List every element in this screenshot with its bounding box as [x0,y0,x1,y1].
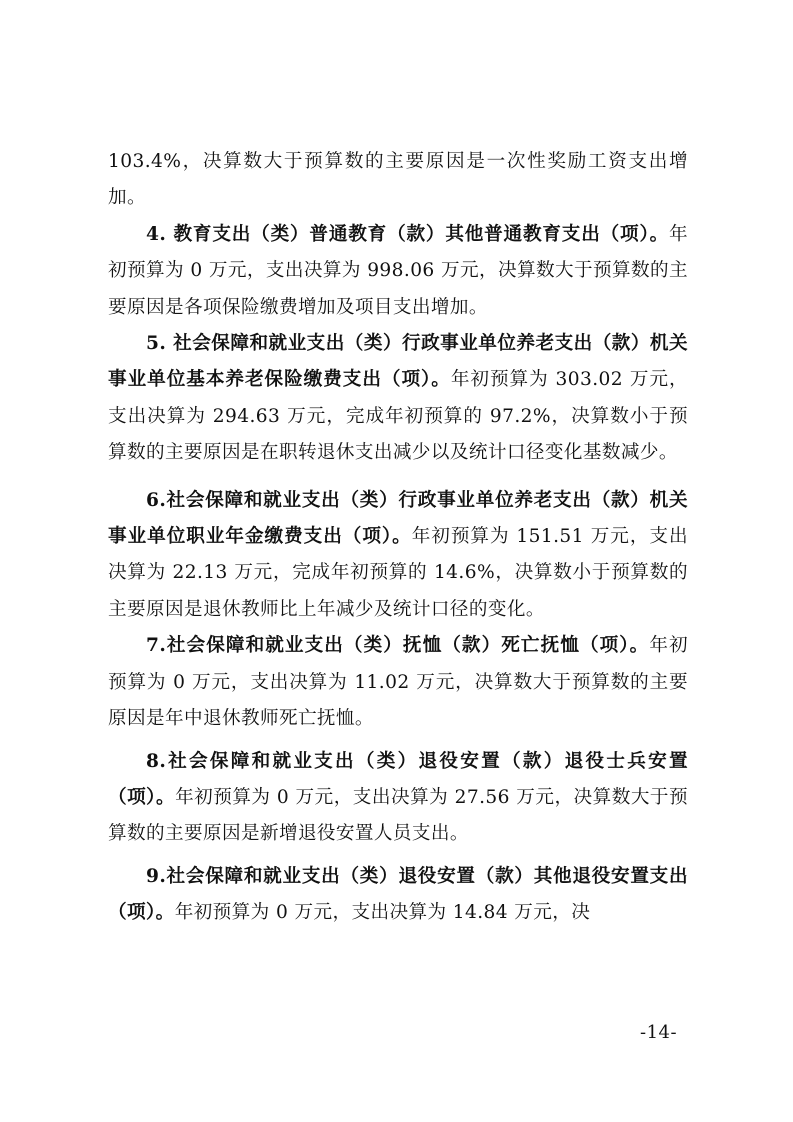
paragraph-lead: 4. 教育支出（类）普通教育（款）其他普通教育支出（项）。 [146,223,669,245]
paragraph-lead: 6.社会保障和就业支出（类）行政事业单位养老支出（款）机关事业单位职业年金缴费支出（项）。 [108,489,688,548]
paragraph-body: 年初预算为 0 万元，支出决算为 14.84 万元，决 [174,902,591,924]
paragraph-lead: 5. 社会保障和就业支出（类）行政事业单位养老支出（款）机关事业单位基本养老保险缴费支出（项）。 [108,333,688,391]
paragraph-body: 年初预算为 0 万元，支出决算为 11.02 万元，决算数大于预算数的主要原因是年中退休教师死亡抚恤。 [108,635,688,730]
paragraph-item-5 [108,326,688,472]
paragraph-body: 年初预算为 151.51 万元，支出决算为 22.13 万元，完成年初预算的 14.6%，决算数小于预算数的主要原因是退休教师比上年减少及统计口径的变化。 [108,526,688,620]
paragraph-body: 年初预算为 303.02 万元，支出决算为 294.63 万元，完成年初预算的 97.2%，决算数小于预算数的主要原因是在职转退休支出减少以及统计口径变化基数减少。 [108,369,688,464]
paragraph-body: 103.4%，决算数大于预算数的主要原因是一次性奖励工资支出增加。 [108,151,688,209]
paragraph-body: 年初预算为 0 万元，支出决算为 27.56 万元，决算数大于预算数的主要原因是新增退役安置人员支出。 [108,786,688,845]
paragraph-item-7 [108,628,688,737]
paragraph-continuation [108,144,688,217]
paragraph-lead: 8.社会保障和就业支出（类）退役安置（款）退役士兵安置（项）。 [108,750,688,808]
paragraph-item-6 [108,483,688,629]
paragraph-item-8 [108,744,688,853]
paragraph-lead: 9.社会保障和就业支出（类）退役安置（款）其他退役安置支出（项）。 [108,865,688,924]
document-page [108,144,688,932]
paragraph-item-9 [108,859,688,932]
page-number: -14- [640,1022,678,1043]
paragraph-item-4 [108,217,688,326]
paragraph-body: 年初预算为 0 万元，支出决算为 998.06 万元，决算数大于预算数的主要原因是各项保险缴费增加及项目支出增加。 [108,223,688,318]
paragraph-lead: 7.社会保障和就业支出（类）抚恤（款）死亡抚恤（项）。 [146,635,650,657]
